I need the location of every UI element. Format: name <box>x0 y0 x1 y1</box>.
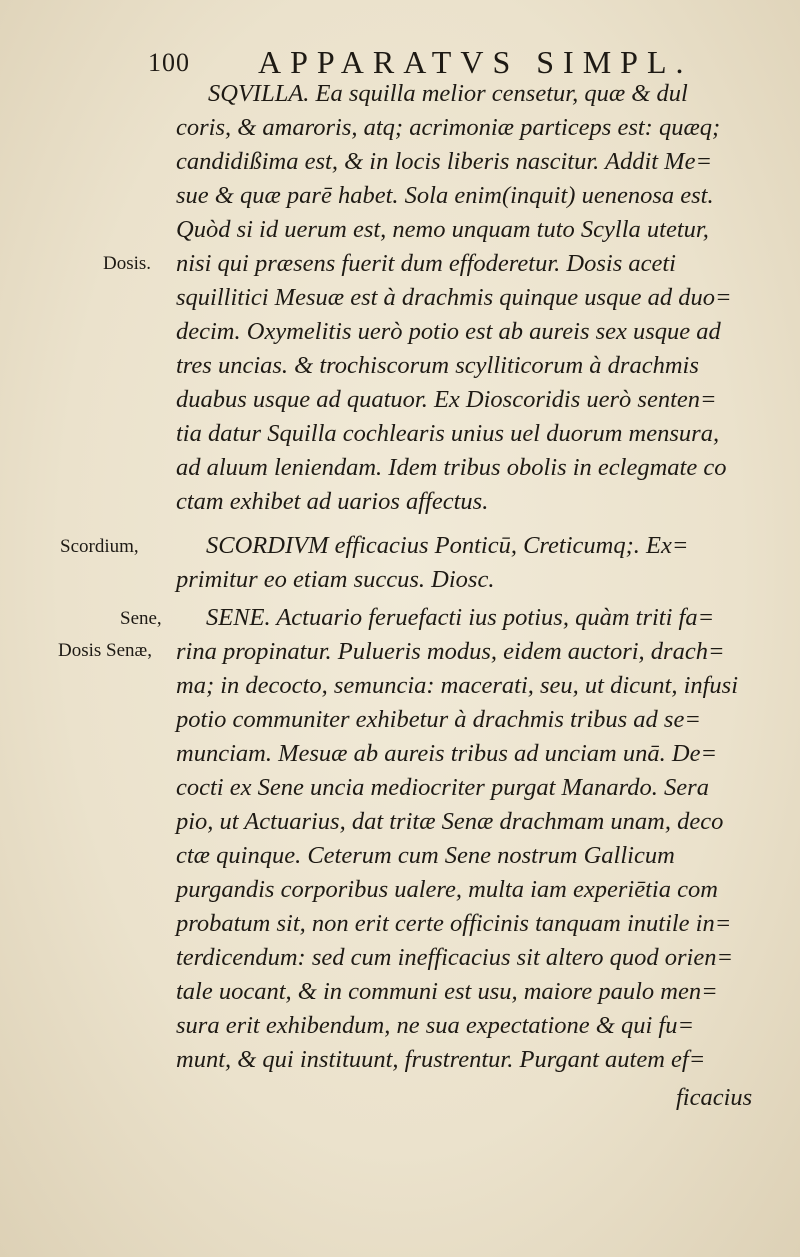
text-line: probatum sit, non erit certe officinis tanquam inutile in= <box>176 910 732 937</box>
text-line: SCORDIVM efficacius Ponticū, Creticumq;. Ex= <box>206 532 689 559</box>
text-line: ctam exhibet ad uarios affectus. <box>176 488 489 515</box>
margin-note-dosis: Dosis. <box>103 253 152 274</box>
text-line: tres uncias. & trochiscorum scylliticorum à drachmis <box>176 352 699 379</box>
text-line: sura erit exhibendum, ne sua expectatione & qui fu= <box>176 1012 694 1039</box>
text-line: cocti ex Sene uncia mediocriter purgat Manardo. Sera <box>176 774 709 801</box>
text-line: purgandis corporibus ualere, multa iam experiētia com <box>176 876 718 903</box>
page-header <box>148 40 708 80</box>
text-line: sue & quæ parē habet. Sola enim(inquit) uenenosa est. <box>176 182 714 209</box>
text-line: coris, & amaroris, atq; acrimoniæ particeps est: quæq; <box>176 114 721 141</box>
text-line: ctæ quinque. Ceterum cum Sene nostrum Gallicum <box>176 842 675 869</box>
text-line: Quòd si id uerum est, nemo unquam tuto Scylla utetur, <box>176 216 709 243</box>
text-line: ma; in decocto, semuncia: macerati, seu, ut dicunt, infusi <box>176 672 739 699</box>
margin-note-sene: Sene, <box>120 608 162 629</box>
text-line: nisi qui præsens fuerit dum effoderetur. Dosis aceti <box>176 250 676 277</box>
text-line: primitur eo etiam succus. Diosc. <box>176 566 495 593</box>
text-line: candidißima est, & in locis liberis nascitur. Addit Me= <box>176 148 712 175</box>
running-head: APPARATVS SIMPL. <box>258 44 693 80</box>
text-line: SQVILLA. Ea squilla melior censetur, quæ & dul <box>208 80 688 107</box>
margin-note-scordium: Scordium, <box>60 536 139 557</box>
text-line: ad aluum leniendam. Idem tribus obolis in eclegmate co <box>176 454 727 481</box>
text-line: munciam. Mesuæ ab aureis tribus ad unciam unā. De= <box>176 740 717 767</box>
text-line: tia datur Squilla cochlearis unius uel duorum mensura, <box>176 420 720 447</box>
text-line: pio, ut Actuarius, dat tritæ Senæ drachmam unam, deco <box>176 808 724 835</box>
text-line: tale uocant, & in communi est usu, maiore paulo men= <box>176 978 718 1005</box>
text-line: squillitici Mesuæ est à drachmis quinque usque ad duo= <box>176 284 732 311</box>
catchword: ficacius <box>676 1084 753 1111</box>
text-line: duabus usque ad quatuor. Ex Dioscoridis uerò senten= <box>176 386 717 413</box>
margin-note-dosis-senae: Dosis Senæ, <box>58 640 152 661</box>
text-line: rina propinatur. Pulueris modus, eidem auctori, drach= <box>176 638 725 665</box>
text-line: potio communiter exhibetur à drachmis tribus ad se= <box>176 706 701 733</box>
text-line: SENE. Actuario feruefacti ius potius, quàm triti fa= <box>206 604 715 631</box>
text-line: decim. Oxymelitis uerò potio est ab aureis sex usque ad <box>176 318 721 345</box>
text-line: terdicendum: sed cum inefficacius sit altero quod orien= <box>176 944 734 971</box>
text-line: munt, & qui instituunt, frustrentur. Purgant autem ef= <box>176 1046 706 1073</box>
page-number: 100 <box>148 48 190 77</box>
